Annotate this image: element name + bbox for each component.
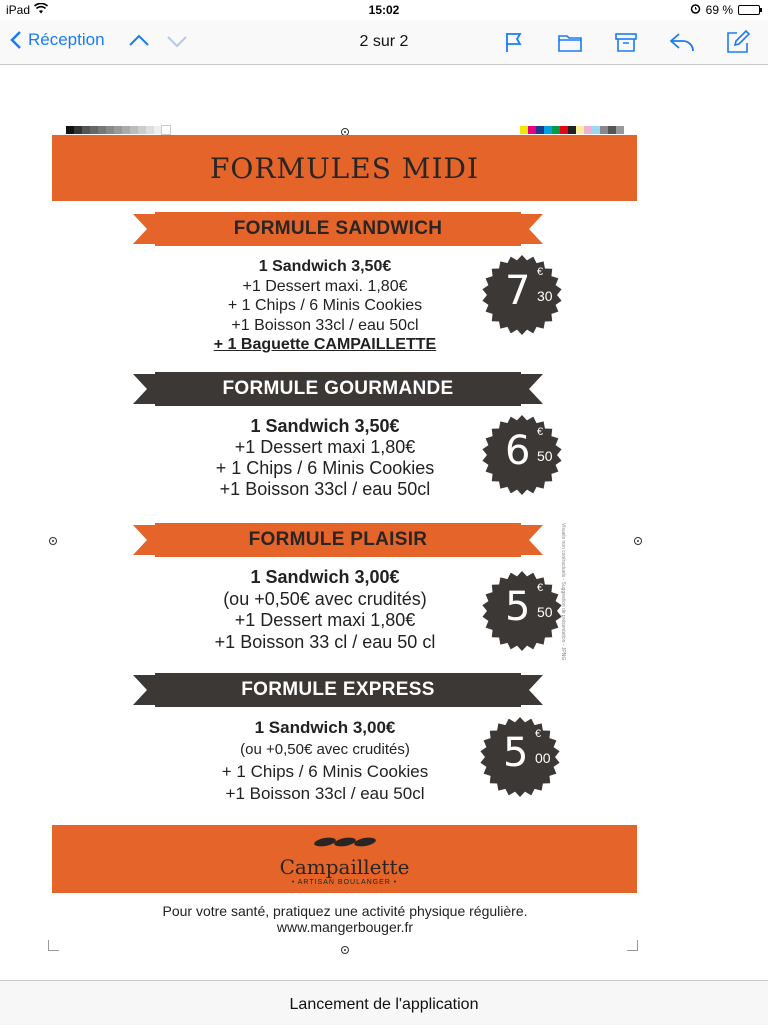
formula-details [150,717,500,805]
formula-line: +1 Boisson 33cl / eau 50cl [219,479,431,499]
price-currency: € [537,266,544,278]
formula-details [150,567,500,653]
compose-button[interactable] [724,28,752,56]
gray-calibration-bar [66,126,170,134]
price-cents: 30 [537,288,553,304]
registration-mark [49,537,57,545]
formula-name: FORMULE PLAISIR [248,529,428,550]
folder-icon [558,32,582,52]
app-launch-label: Lancement de l'application [289,996,479,1013]
chevron-down-icon [166,30,188,52]
formula-line: + 1 Chips / 6 Minis Cookies [227,297,423,314]
brand-name: Campaillette [279,855,410,879]
status-time: 15:02 [368,3,400,17]
reply-button[interactable] [668,28,696,56]
status-bar [0,0,768,20]
reply-icon [669,32,695,52]
flag-button[interactable] [500,28,528,56]
formula-line: 1 Sandwich 3,50€ [258,258,392,275]
formula-line: (ou +0,50€ avec crudités) [240,741,410,758]
formula-ribbon [133,673,543,707]
back-button-label: Réception [28,30,105,49]
formula-ribbon [133,523,543,557]
formula-line: 1 Sandwich 3,00€ [254,718,396,737]
brand-banner [52,825,637,893]
device-label: iPad [6,3,31,17]
next-message-button[interactable] [166,30,188,57]
price-badge [481,254,563,336]
price-badge [479,716,561,798]
price-currency: € [535,728,542,740]
formula-line: +1 Boisson 33cl / eau 50cl [231,316,419,334]
formula-line: +1 Dessert maxi 1,80€ [234,610,416,630]
formula-line: (ou +0,50€ avec crudités) [223,588,427,609]
formula-ribbon [133,372,543,406]
move-to-folder-button[interactable] [556,28,584,56]
registration-mark [634,537,642,545]
price-euros: 7 [505,268,531,314]
price-currency: € [537,426,544,438]
archive-button[interactable] [612,28,640,56]
health-message: Pour votre santé, pratiquez une activité physique régulière. [162,903,528,919]
menu-title: FORMULES MIDI [209,151,480,185]
price-cents: 00 [535,750,551,766]
formula-line: +1 Boisson 33cl / eau 50cl [225,784,425,803]
formula-line: + 1 Chips / 6 Minis Cookies [215,458,435,478]
formula-details [150,416,500,500]
crop-mark [627,940,638,951]
price-badge [481,570,563,652]
menu-flyer [0,65,768,980]
crop-mark [48,940,59,951]
flag-icon [504,31,524,53]
formula-name: FORMULE GOURMANDE [222,378,454,399]
formula-line: +1 Dessert maxi 1,80€ [234,437,416,457]
price-euros: 6 [505,428,531,474]
disclaimer-note: Visuels non contractuels - Suggestion de présentation - JPNG [560,523,566,661]
color-calibration-bar [520,126,624,134]
bread-icon [313,836,377,848]
formula-ribbon [133,212,543,246]
formula-line: 1 Sandwich 3,00€ [250,567,400,587]
chevron-up-icon [128,30,150,52]
battery-percent: 69 % [705,3,733,17]
battery-icon [738,5,760,15]
brand-logo [52,835,637,886]
price-euros: 5 [503,730,529,776]
formula-line: 1 Sandwich 3,50€ [250,416,400,436]
archive-icon [615,32,637,52]
title-banner [52,135,637,201]
formula-line: +1 Boisson 33 cl / eau 50 cl [214,631,436,652]
formula-line: +1 Dessert maxi. 1,80€ [242,277,408,295]
compose-icon [726,30,750,54]
formula-name: FORMULE EXPRESS [241,679,435,700]
price-currency: € [537,582,544,594]
brand-tagline: • ARTISAN BOULANGER • [291,879,398,886]
health-url: www.mangerbouger.fr [276,919,414,935]
formula-name: FORMULE SANDWICH [233,218,443,239]
formula-line: + 1 Baguette CAMPAILLETTE [213,336,437,353]
formula-details [150,257,500,355]
formula-line: + 1 Chips / 6 Minis Cookies [221,762,429,781]
app-launch-bar[interactable] [0,980,768,1025]
price-cents: 50 [537,604,553,620]
page-indicator: 2 sur 2 [359,33,409,50]
registration-mark [341,946,349,954]
previous-message-button[interactable] [128,30,150,57]
price-badge [481,414,563,496]
back-button[interactable] [10,30,105,50]
price-cents: 50 [537,448,553,464]
mail-toolbar [0,20,768,65]
price-euros: 5 [505,584,531,630]
alarm-icon [690,3,701,17]
chevron-left-icon [10,30,22,50]
